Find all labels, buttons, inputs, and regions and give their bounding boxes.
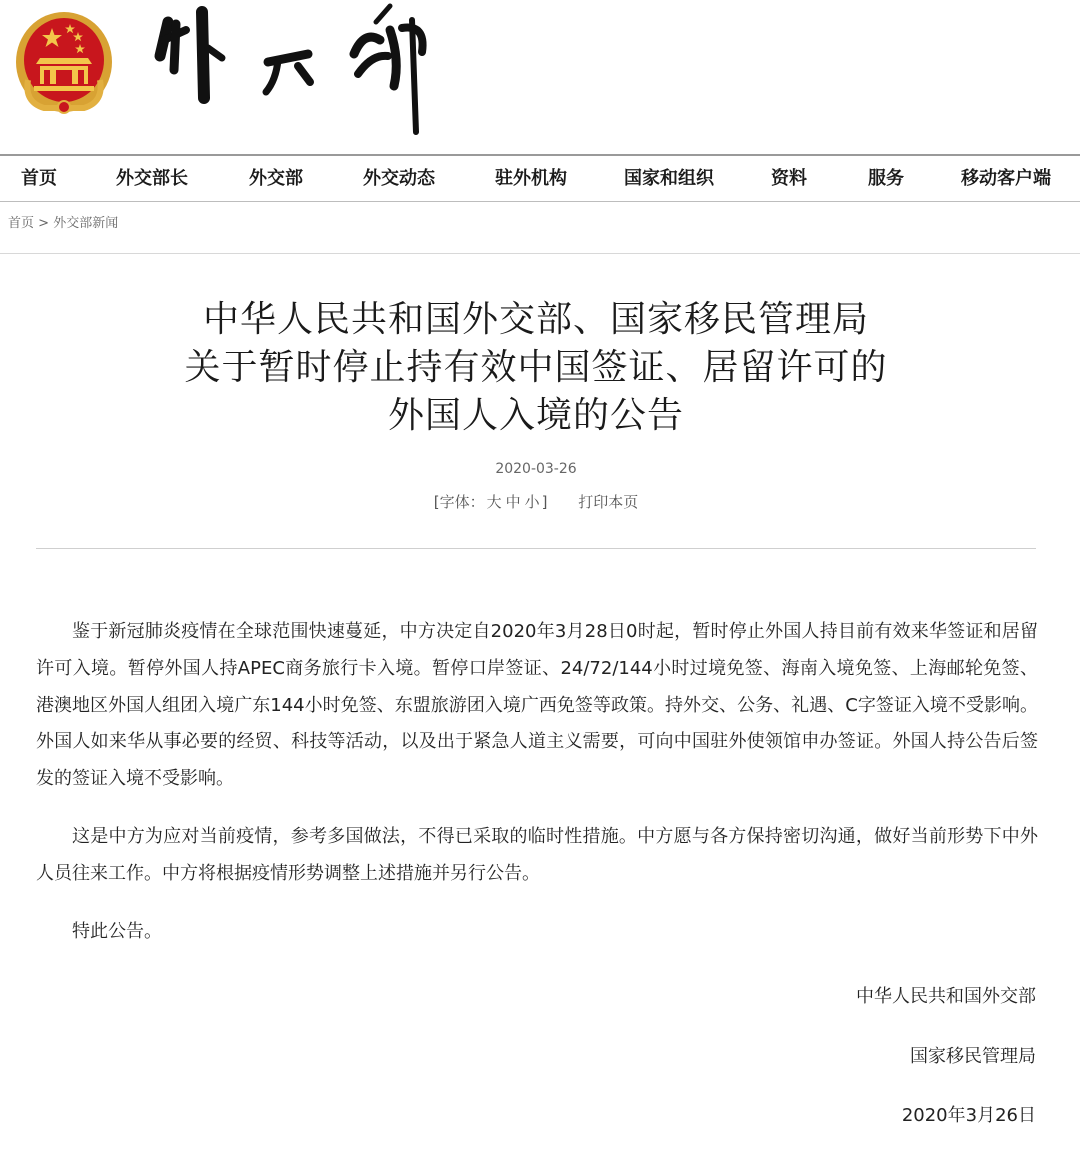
- site-header: [0, 0, 1080, 154]
- article-body: [36, 614, 1038, 971]
- nav-item-services[interactable]: 服务: [868, 168, 904, 189]
- font-size-small-button[interactable]: 小: [524, 493, 540, 511]
- print-page-link[interactable]: 打印本页: [578, 493, 639, 511]
- nav-item-missions-abroad[interactable]: 驻外机构: [495, 168, 567, 189]
- breadcrumb-home[interactable]: 首页: [8, 216, 35, 231]
- header-divider: [0, 253, 1080, 254]
- font-size-prefix: [字体：: [433, 493, 485, 511]
- article-paragraph: 这是中方为应对当前疫情，参考多国做法，不得已采取的临时性措施。中方愿与各方保持密切沟通，做好当前形势下中外人员往来工作。中方将根据疫情形势调整上述措施并另行公告。: [36, 825, 1038, 884]
- nav-item-home[interactable]: 首页: [21, 168, 57, 189]
- article-paragraph: 鉴于新冠肺炎疫情在全球范围快速蔓延，中方决定自2020年3月28日0时起，暂时停止外国人持目前有效来华签证和居留许可入境。暂停外国人持APEC商务旅行卡入境。暂停口岸签证、24/72/144小时过境免签、海南入境免签、上海邮轮免签、港澳地区外国人组团入境广东144小时免签、东盟旅游团入境广西免签等政策。持外交、公务、礼遇、C字签证入境不受影响。外国人如来华从事必要的经贸、科技等活动，以及出于紧急人道主义需要，可向中国驻外使领馆申办签证。外国人持公告后签发的签证入境不受影响。: [36, 621, 1038, 790]
- main-nav: [0, 154, 1080, 202]
- nav-item-mobile-client[interactable]: 移动客户端: [961, 168, 1051, 189]
- publish-date: 2020-03-26: [495, 461, 577, 477]
- article-paragraph: 特此公告。: [72, 920, 162, 942]
- breadcrumb-separator: >: [38, 216, 50, 231]
- nav-item-ministry[interactable]: 外交部: [249, 168, 303, 189]
- font-size-suffix: ]: [541, 493, 548, 511]
- signature-date: 2020年3月26日: [901, 1105, 1036, 1126]
- national-emblem-icon[interactable]: [14, 10, 114, 114]
- breadcrumb-current[interactable]: 外交部新闻: [53, 216, 119, 231]
- nav-item-countries-organizations[interactable]: 国家和组织: [624, 168, 714, 189]
- nav-item-diplomatic-news[interactable]: 外交动态: [363, 168, 435, 189]
- article-tools: [0, 491, 1072, 512]
- font-size-large-button[interactable]: 大: [486, 493, 502, 511]
- signature-immigration-administration: 国家移民管理局: [910, 1046, 1036, 1067]
- breadcrumb: [8, 212, 118, 231]
- font-size-medium-button[interactable]: 中: [505, 493, 521, 511]
- title-line: 外国人入境的公告: [387, 395, 684, 436]
- article-title: [0, 296, 1072, 440]
- title-line: 中华人民共和国外交部、国家移民管理局: [202, 299, 869, 340]
- ministry-calligraphy-logo[interactable]: [150, 0, 450, 140]
- content-divider: [36, 548, 1036, 549]
- nav-item-resources[interactable]: 资料: [771, 168, 807, 189]
- title-line: 关于暂时停止持有效中国签证、居留许可的: [184, 347, 888, 388]
- nav-item-foreign-minister[interactable]: 外交部长: [116, 168, 188, 189]
- signature-ministry: 中华人民共和国外交部: [856, 986, 1036, 1007]
